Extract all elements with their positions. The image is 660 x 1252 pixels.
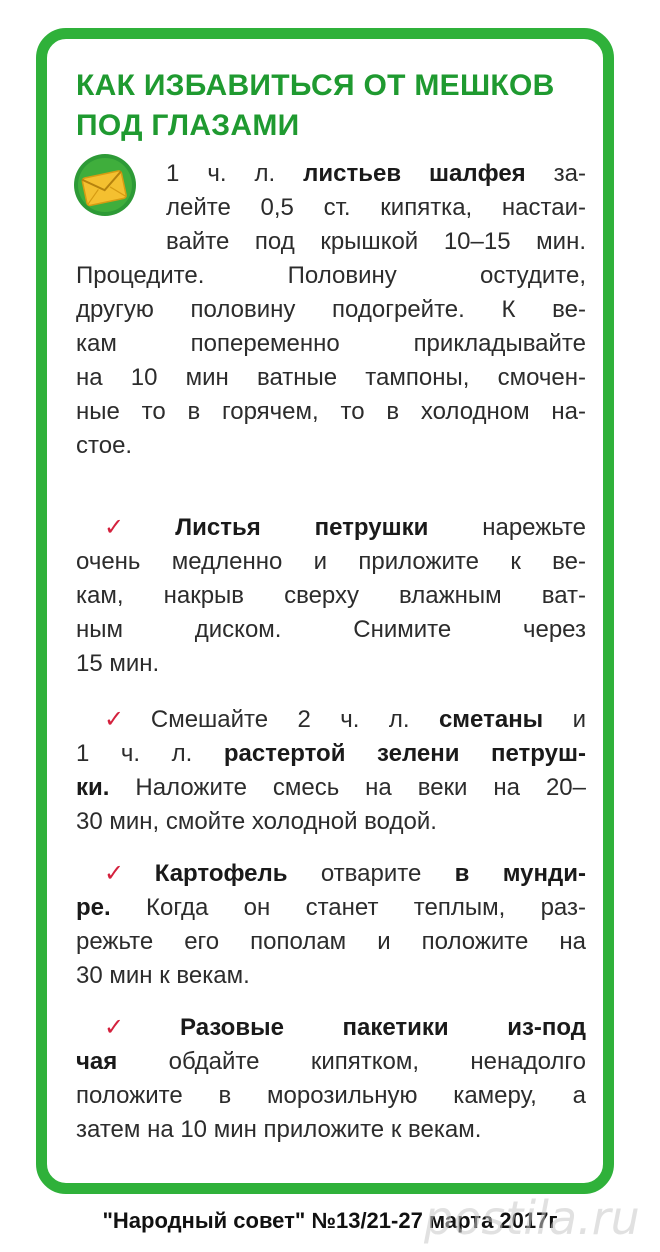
- checkmark-icon: ✓: [104, 1014, 177, 1041]
- tip-text: Процедите. Половину остудите,: [76, 262, 586, 289]
- tip-line: [76, 805, 586, 839]
- tip-text: кам, накрыв сверху влажным ват-: [76, 582, 586, 609]
- tip-text: 30 мин, смойте холодной водой.: [76, 808, 437, 835]
- tip-text: положите в морозильную камеру, а: [76, 1082, 586, 1109]
- tip-line: [76, 579, 586, 613]
- tip-text: на 10 мин ватные тампоны, смочен-: [76, 364, 586, 391]
- tip-line: [76, 925, 586, 959]
- tip-tea-bags: [76, 1011, 586, 1147]
- tip-text: Смешайте 2 ч. л.: [150, 706, 439, 733]
- tip-line: [76, 293, 586, 327]
- tip-text: ным диском. Снимите через: [76, 616, 586, 643]
- tip-text: Когда он станет теплым, раз-: [110, 894, 586, 921]
- tip-line: [76, 395, 586, 429]
- tip-text: кам попеременно прикладывайте: [76, 330, 586, 357]
- tip-line: [76, 361, 586, 395]
- tip-line: [76, 157, 586, 191]
- watermark-logo: [420, 1190, 656, 1248]
- tip-line: [76, 259, 586, 293]
- tip-line: [76, 647, 586, 681]
- tip-bold-text: Листья петрушки: [175, 514, 429, 541]
- tip-line: [76, 511, 586, 545]
- tip-line: [76, 191, 586, 225]
- tip-text: вайте под крышкой 10–15 мин.: [166, 228, 586, 255]
- tip-line: [76, 429, 586, 463]
- article-frame: [36, 28, 614, 1194]
- tip-text: 1 ч. л.: [76, 740, 224, 767]
- tip-line: [76, 1045, 586, 1079]
- tip-bold-text: ки.: [76, 774, 110, 801]
- article-title: [76, 66, 606, 146]
- tip-text: очень медленно и приложите к ве-: [76, 548, 586, 575]
- title-line: ПОД ГЛАЗАМИ: [76, 109, 300, 142]
- tip-line: [76, 545, 586, 579]
- tip-text: отварите: [287, 860, 455, 887]
- tip-text: обдайте кипятком, ненадолго: [117, 1048, 586, 1075]
- tip-bold-text: чая: [76, 1048, 118, 1075]
- title-line: КАК ИЗБАВИТЬСЯ ОТ МЕШКОВ: [76, 69, 555, 102]
- tip-text: и: [543, 706, 587, 733]
- tip-text: 30 мин к векам.: [76, 962, 250, 989]
- tip-bold-text: сметаны: [438, 706, 544, 733]
- tip-line: [76, 327, 586, 361]
- tip-bold-text: Разовые пакетики из-под: [180, 1014, 586, 1041]
- tip-line: [76, 959, 586, 993]
- tip-line: [76, 1113, 586, 1147]
- tip-potato: [76, 857, 586, 993]
- checkmark-icon: ✓: [104, 706, 147, 733]
- checkmark-icon: ✓: [104, 514, 172, 541]
- tip-text: лейте 0,5 ст. кипятка, настаи-: [166, 194, 586, 221]
- tip-text: стое.: [76, 432, 133, 459]
- source-caption: "Народный совет" №13/21-27 марта 2017г: [102, 1208, 558, 1233]
- tip-parsley-leaves: [76, 511, 586, 681]
- tip-text: нарежьте: [428, 514, 586, 541]
- tip-sour-cream: [76, 703, 586, 839]
- tip-bold-text: в мунди-: [454, 860, 586, 887]
- tip-line: [76, 1079, 586, 1113]
- tip-bold-text: листьев шалфея: [303, 160, 526, 187]
- svg-text:postila.ru: postila.ru: [424, 1191, 640, 1245]
- tip-bold-text: Картофель: [154, 860, 288, 887]
- tip-bold-text: растертой зелени петруш-: [223, 740, 586, 767]
- tip-sage: [76, 157, 586, 463]
- tip-line: [76, 891, 586, 925]
- tip-line: [76, 613, 586, 647]
- tip-line: [76, 857, 586, 891]
- tip-text: затем на 10 мин приложите к векам.: [76, 1116, 482, 1143]
- tip-line: [76, 771, 586, 805]
- tip-text: режьте его пополам и положите на: [76, 928, 586, 955]
- tip-text: за-: [525, 160, 586, 187]
- tip-text: ные то в горячем, то в холодном на-: [76, 398, 586, 425]
- tip-line: [76, 737, 586, 771]
- tip-line: [76, 225, 586, 259]
- tip-text: Наложите смесь на веки на 20–: [109, 774, 586, 801]
- tip-line: [76, 1011, 586, 1045]
- tip-line: [76, 703, 586, 737]
- tip-text: 1 ч. л.: [166, 160, 304, 187]
- tip-bold-text: ре.: [76, 894, 111, 921]
- tip-text: другую половину подогрейте. К ве-: [76, 296, 586, 323]
- checkmark-icon: ✓: [104, 860, 151, 887]
- tip-text: 15 мин.: [76, 650, 160, 677]
